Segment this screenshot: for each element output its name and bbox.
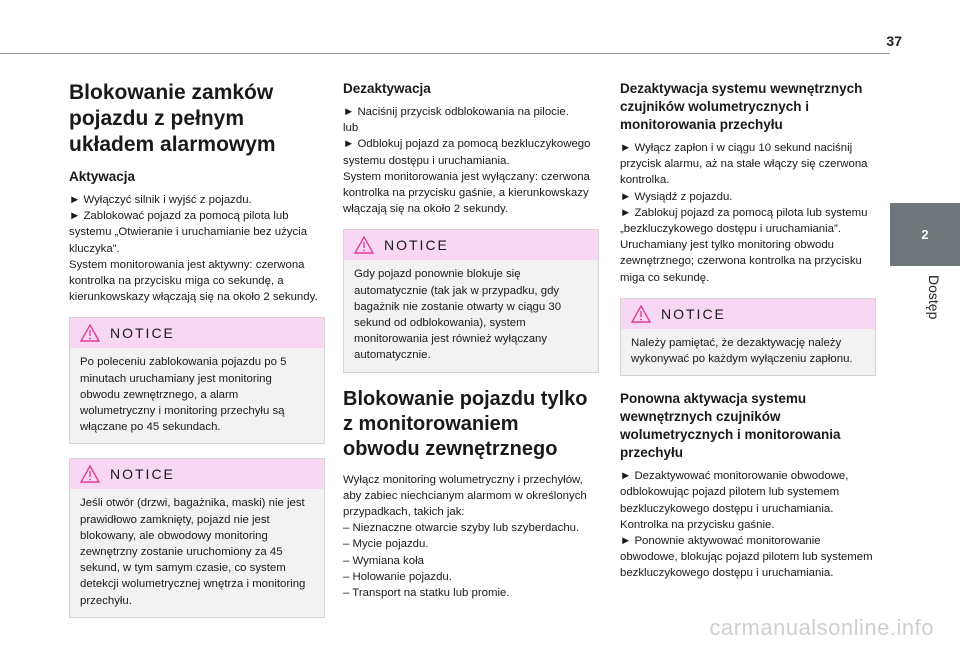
column-2 bbox=[343, 80, 599, 601]
notice-title: NOTICE bbox=[110, 466, 175, 483]
notice-header bbox=[621, 299, 875, 329]
body-text: ► Dezaktywować monitorowanie obwodowe, odblokowując pojazd pilotem lub systemem bezkluczykowego dostępu i uruchamiania. Kontrolka na przycisku gaśnie. ► Ponownie aktywować monitorowanie obwodowe, blokując pojazd pilotem lub systemem bezkluczykowego dostępu i uruchamiania. bbox=[620, 470, 873, 580]
warning-icon bbox=[80, 324, 100, 342]
subsection-heading: Dezaktywacja systemu wewnętrznych czujników wolumetrycznych i monitorowania przechyłu bbox=[620, 81, 863, 132]
column-1 bbox=[69, 80, 325, 632]
page-number: 37 bbox=[886, 33, 902, 49]
watermark: carmanualsonline.info bbox=[709, 615, 934, 640]
chapter-tab[interactable]: 2 bbox=[890, 203, 960, 266]
body-text: ► Naciśnij przycisk odblokowania na pilocie. lub ► Odblokuj pojazd za pomocą bezkluczykowego systemu dostępu i uruchamiania. System monitorowania jest wyłączany: czerwona kontrolka na przycisku gaśnie, a kierunkowskazy włączają się na około 2 sekundy. bbox=[343, 106, 591, 216]
chapter-label: Dostęp bbox=[926, 275, 942, 320]
body-text: Wyłącz monitoring wolumetryczny i przechyłów, aby zabiec niechcianym alarmom w określonych przypadkach, takich jak: – Nieznaczne otwarcie szyby lub szyberdachu. – Mycie pojazdu. – Wymiana koła – Holowanie pojazdu. – Transport na statku lub promie. bbox=[343, 473, 587, 600]
notice-title: NOTICE bbox=[384, 237, 449, 254]
notice-header bbox=[344, 230, 598, 260]
notice-header bbox=[70, 318, 324, 348]
notice-text: Należy pamiętać, że dezaktywację należy wykonywać po każdym wyłączeniu zapłonu. bbox=[631, 336, 853, 366]
body-text: ► Wyłącz zapłon i w ciągu 10 sekund naciśnij przycisk alarmu, aż na stałe włączy się czerwona kontrolka. ► Wysiądź z pojazdu. ► Zablokuj pojazd za pomocą pilota lub systemu „bezkluczykowego dostępu i uruchamiania”. Uruchamiany jest tylko monitoring obwodu zewnętrznego; czerwona kontrolka na przycisku miga co sekundę. bbox=[620, 142, 868, 284]
top-rule bbox=[0, 53, 890, 54]
chapter-sidebar bbox=[890, 53, 960, 649]
column-3 bbox=[620, 80, 876, 582]
body-text: ► Wyłączyć silnik i wyjść z pojazdu. ► Zablokować pojazd za pomocą pilota lub systemu „Otwieranie i uruchamianie bez użycia kluczyka”. System monitorowania jest aktywny: czerwona kontrolka na przycisku miga co sekundę, a kierunkowskazy włączają się na około 2 sekundy. bbox=[69, 194, 318, 304]
subsection-heading: Dezaktywacja bbox=[343, 81, 431, 96]
notice-box bbox=[343, 229, 599, 372]
subsection-heading: Aktywacja bbox=[69, 169, 136, 184]
subsection-heading: Ponowna aktywacja systemu wewnętrznych czujników wolumetrycznych i monitorowania przechyłu bbox=[620, 391, 841, 461]
notice-text: Gdy pojazd ponownie blokuje się automatycznie (tak jak w przypadku, gdy bagażnik nie zostanie otwarty w ciągu 30 sekund od odblokowania), system monitorowania jest również wyłączany automatycznie. bbox=[354, 268, 562, 362]
section-title: Blokowanie zamków pojazdu z pełnym układem alarmowym bbox=[69, 81, 276, 156]
notice-box bbox=[69, 458, 325, 617]
notice-box bbox=[69, 317, 325, 444]
notice-header bbox=[70, 459, 324, 489]
notice-text: Po poleceniu zablokowania pojazdu po 5 minutach uruchamiany jest monitoring obwodu zewnętrznego, a alarm wolumetryczny i monitoring przechyłu są włączane po 45 sekundach. bbox=[80, 356, 287, 434]
notice-title: NOTICE bbox=[661, 305, 726, 322]
warning-icon bbox=[354, 236, 374, 254]
warning-icon bbox=[631, 305, 651, 323]
notice-box bbox=[620, 298, 876, 376]
section-title: Blokowanie pojazdu tylko z monitorowaniem obwodu zewnętrznego bbox=[343, 387, 588, 460]
notice-title: NOTICE bbox=[110, 325, 175, 342]
notice-text: Jeśli otwór (drzwi, bagażnika, maski) nie jest prawidłowo zamknięty, pojazd nie jest blokowany, ale obwodowy monitoring zewnętrzny zostanie uruchomiony za 45 sekund, w tym samym czasie, co system detekcji wolumetrycznej wnętrza i monitoring przechyłu. bbox=[80, 497, 306, 607]
warning-icon bbox=[80, 465, 100, 483]
